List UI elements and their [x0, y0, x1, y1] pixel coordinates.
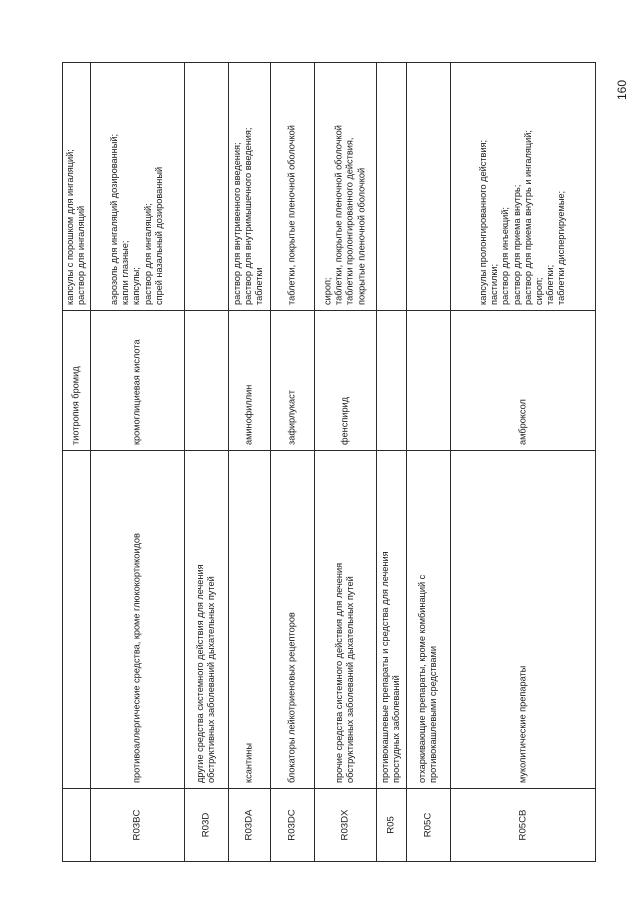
forms-cell: аэрозоль для ингаляций дозированный; капли глазные; капсулы; раствор для ингаляций; спрей назальный дозированный: [108, 133, 164, 305]
drug-name-cell: амброксол: [516, 399, 527, 445]
forms-cell: капсулы с порошком для ингаляций; раствор для ингаляций: [64, 149, 86, 305]
table-row: [314, 62, 376, 862]
table-row: [90, 62, 184, 862]
atc-code-cell: R03BC: [131, 809, 143, 840]
group-cell: муколитические препараты: [516, 665, 527, 783]
table-row: [228, 62, 270, 862]
group-cell: другие средства системного действия для лечения обструктивных заболеваний дыхательных путей: [194, 564, 216, 783]
group-cell: противоаллергические средства, кроме глюкокортикоидов: [131, 533, 142, 783]
table-row: [376, 62, 406, 862]
drug-name-cell: кромоглициевая кислота: [131, 339, 142, 445]
atc-code-cell: R03D: [200, 812, 212, 837]
drug-name-cell: фенспирид: [339, 396, 350, 445]
group-cell: отхаркивающие препараты, кроме комбинаций с противокашлевыми средствами: [416, 574, 438, 783]
forms-cell: капсулы пролонгированного действия; пастилки; раствор для инъекций; раствор для приема внутрь; раствор для приема внутрь и ингаляций; сироп; таблетки; таблетки диспергируемые;: [477, 130, 567, 305]
drug-table: [62, 62, 596, 862]
table-row: [450, 62, 595, 862]
page-number: 160: [615, 79, 629, 101]
atc-code-cell: R05: [385, 815, 397, 834]
atc-code-cell: R03DC: [286, 808, 298, 841]
atc-code-cell: R03DA: [243, 809, 255, 840]
table-row: [62, 62, 90, 862]
drug-name-cell: тиотропия бромид: [70, 366, 81, 445]
group-cell: блокаторы лейкотриеновых рецепторов: [286, 612, 297, 783]
drug-name-cell: аминофиллин: [243, 384, 254, 445]
atc-code-cell: R03DX: [339, 809, 351, 840]
group-cell: прочие средства системного действия для лечения обструктивных заболеваний дыхательных путей: [333, 562, 355, 783]
group-cell: ксантины: [243, 743, 254, 783]
atc-code-cell: R05CB: [516, 809, 528, 840]
table-row: [406, 62, 450, 862]
table-row: [184, 62, 228, 862]
atc-code-cell: R05C: [422, 812, 434, 837]
forms-cell: сироп; таблетки, покрытые пленочной оболочкой таблетки пролонгированного действия, покрытые пленочной оболочкой: [322, 125, 367, 305]
group-cell: противокашлевые препараты и средства для лечения простудных заболеваний: [379, 551, 401, 783]
forms-cell: раствор для внутривенного введения; раствор для внутримышечного введения; таблетки: [232, 127, 265, 305]
forms-cell: таблетки, покрытые пленочной оболочкой: [286, 125, 297, 305]
drug-name-cell: зафирлукаст: [286, 390, 297, 445]
table-row: [270, 62, 314, 862]
